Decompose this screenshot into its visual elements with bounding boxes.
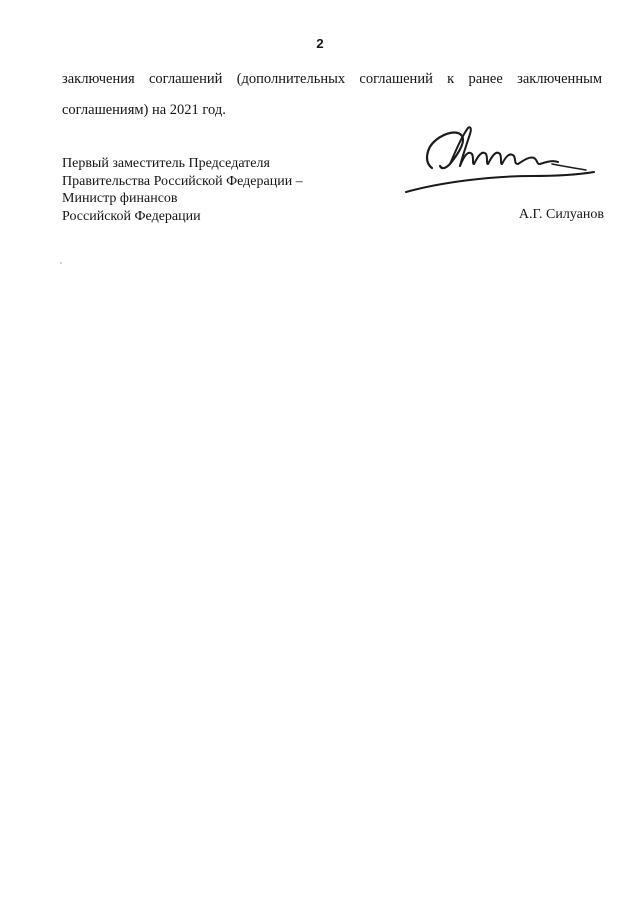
body-paragraph [62,64,602,126]
signer-position [62,155,382,225]
signer-position-line: Правительства Российской Федерации – [62,173,303,189]
handwritten-signature-icon [402,120,598,196]
body-line: заключения соглашений (дополнительных соглашений к ранее заключенным [62,71,602,87]
signer-position-line: Первый заместитель Председателя [62,156,270,171]
page-number: 2 [316,36,324,51]
signer-name: А.Г. Силуанов [518,207,604,222]
signer-position-line: Российской Федерации [62,208,201,224]
body-line: соглашениям) на 2021 год. [62,102,226,118]
signer-position-line: Министр финансов [62,191,178,206]
scan-speck [60,262,62,264]
